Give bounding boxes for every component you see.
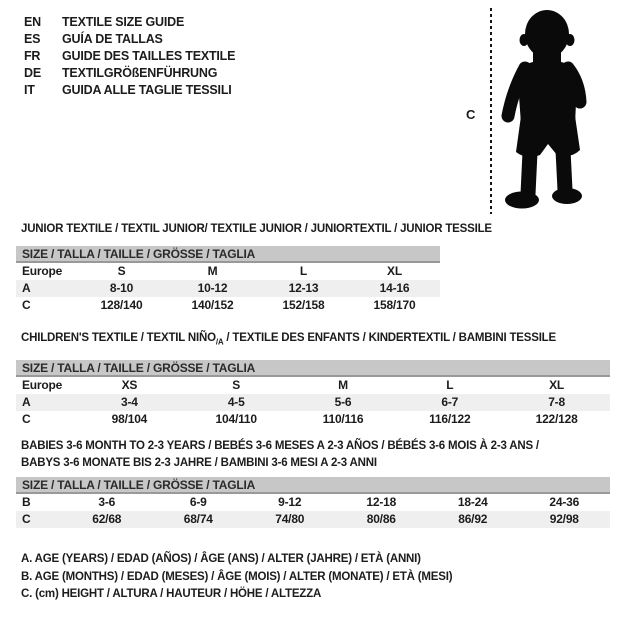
size-cell: M xyxy=(207,264,218,278)
row-label: A xyxy=(22,281,31,295)
height-cell: 122/128 xyxy=(535,412,578,426)
guide-title: GUÍA DE TALLAS xyxy=(62,32,163,46)
language-code: FR xyxy=(24,49,41,63)
age-cell: 5-6 xyxy=(334,395,352,409)
table-row xyxy=(16,280,440,297)
height-cell: 74/80 xyxy=(275,512,305,526)
height-cell: 152/158 xyxy=(282,298,325,312)
size-header-band: SIZE / TALLA / TAILLE / GRÖSSE / TAGLIA xyxy=(16,246,440,263)
footnote-height-cm: C. (cm) HEIGHT / ALTURA / HAUTEUR / HÖHE / ALTEZZA xyxy=(21,588,322,600)
height-cell: 104/110 xyxy=(215,412,257,426)
size-cell: L xyxy=(299,264,308,278)
height-cell: 68/74 xyxy=(183,512,213,526)
size-cell: S xyxy=(117,264,126,278)
junior-size-table xyxy=(16,246,440,314)
table-row xyxy=(16,511,610,528)
list-item xyxy=(24,65,235,82)
age-cell: 8-10 xyxy=(109,281,134,295)
footnote-age-months: B. AGE (MONTHS) / EDAD (MESES) / ÂGE (MOIS) / ALTER (MONATE) / ETÀ (MESI) xyxy=(21,570,453,583)
age-cell: 4-5 xyxy=(227,395,245,409)
legend-footnotes xyxy=(21,551,452,604)
age-cell: 6-7 xyxy=(441,395,459,409)
height-cell: 86/92 xyxy=(458,512,488,526)
children-title-post: / TEXTILE DES ENFANTS / KINDERTEXTIL / BAMBINI TESSILE xyxy=(223,332,556,344)
language-code: DE xyxy=(24,66,41,80)
row-label: C xyxy=(22,298,31,312)
language-code: ES xyxy=(24,32,41,46)
age-cell: 3-6 xyxy=(98,495,116,509)
language-title-list xyxy=(24,14,235,99)
age-cell: 14-16 xyxy=(379,281,410,295)
table-row xyxy=(16,411,610,428)
table-row xyxy=(16,494,610,511)
babies-title-line2: BABYS 3-6 MONATE BIS 2-3 JAHRE / BAMBINI 3-6 MESI A 2-3 ANNI xyxy=(21,457,377,469)
row-label: C xyxy=(22,512,31,526)
children-section-title xyxy=(21,330,556,350)
list-item xyxy=(24,48,235,65)
height-cell: 116/122 xyxy=(429,412,471,426)
age-cell: 9-12 xyxy=(278,495,302,509)
height-cell: 80/86 xyxy=(366,512,396,526)
height-cell: 158/170 xyxy=(373,298,416,312)
children-title-pre: CHILDREN'S TEXTILE / TEXTIL NIÑO xyxy=(21,332,216,344)
age-cell: 7-8 xyxy=(548,395,565,409)
row-label: B xyxy=(22,495,31,509)
age-cell: 6-9 xyxy=(189,495,207,509)
height-cell: 62/68 xyxy=(92,512,122,526)
height-cell: 128/140 xyxy=(100,298,143,312)
table-row xyxy=(16,263,440,280)
row-label: Europe xyxy=(22,378,63,392)
size-cell: XS xyxy=(121,378,138,392)
language-code: IT xyxy=(24,83,35,97)
list-item xyxy=(24,14,235,31)
row-label: A xyxy=(22,395,31,409)
list-item xyxy=(24,31,235,48)
children-size-table xyxy=(16,360,610,428)
height-cell: 92/98 xyxy=(549,512,579,526)
age-cell: 18-24 xyxy=(457,495,488,509)
height-cell: 110/116 xyxy=(322,412,364,426)
table-row xyxy=(16,297,440,314)
size-header-band: SIZE / TALLA / TAILLE / GRÖSSE / TAGLIA xyxy=(16,477,610,494)
children-title-sub: /A xyxy=(215,337,224,347)
age-cell: 12-13 xyxy=(288,281,319,295)
age-cell: 12-18 xyxy=(366,495,397,509)
guide-title: GUIDE DES TAILLES TEXTILE xyxy=(62,49,236,63)
guide-title: TEXTILGRÖßENFÜHRUNG xyxy=(62,66,218,80)
table-row xyxy=(16,394,610,411)
height-measure-label: C xyxy=(466,107,476,122)
babies-size-table xyxy=(16,477,610,528)
size-cell: S xyxy=(232,378,241,392)
guide-title: TEXTILE SIZE GUIDE xyxy=(62,15,185,29)
size-cell: L xyxy=(446,378,454,392)
table-row xyxy=(16,377,610,394)
footnote-age-years: A. AGE (YEARS) / EDAD (AÑOS) / ÂGE (ANS) / ALTER (JAHRE) / ETÀ (ANNI) xyxy=(21,553,421,565)
age-cell: 10-12 xyxy=(197,281,228,295)
height-cell: 140/152 xyxy=(191,298,234,312)
height-dotted-line xyxy=(490,8,492,214)
guide-title: GUIDA ALLE TAGLIE TESSILI xyxy=(62,83,232,97)
size-cell: XL xyxy=(549,378,565,392)
row-label: C xyxy=(22,412,31,426)
babies-title-line1: BABIES 3-6 MONTH TO 2-3 YEARS / BEBÉS 3-6 MESES A 2-3 AÑOS / BÉBÉS 3-6 MOIS À 2-3 ANS / xyxy=(21,440,539,452)
age-cell: 24-36 xyxy=(549,495,580,509)
babies-section-title xyxy=(21,438,539,472)
size-cell: M xyxy=(338,378,348,392)
height-cell: 98/104 xyxy=(111,412,148,426)
size-header-band: SIZE / TALLA / TAILLE / GRÖSSE / TAGLIA xyxy=(16,360,610,377)
language-code: EN xyxy=(24,15,41,29)
row-label: Europe xyxy=(22,264,63,278)
age-cell: 3-4 xyxy=(121,395,138,409)
junior-section-title: JUNIOR TEXTILE / TEXTIL JUNIOR/ TEXTILE JUNIOR / JUNIORTEXTIL / JUNIOR TESSILE xyxy=(21,223,492,235)
toddler-silhouette-icon xyxy=(497,4,597,214)
size-cell: XL xyxy=(387,264,402,278)
list-item xyxy=(24,82,235,99)
